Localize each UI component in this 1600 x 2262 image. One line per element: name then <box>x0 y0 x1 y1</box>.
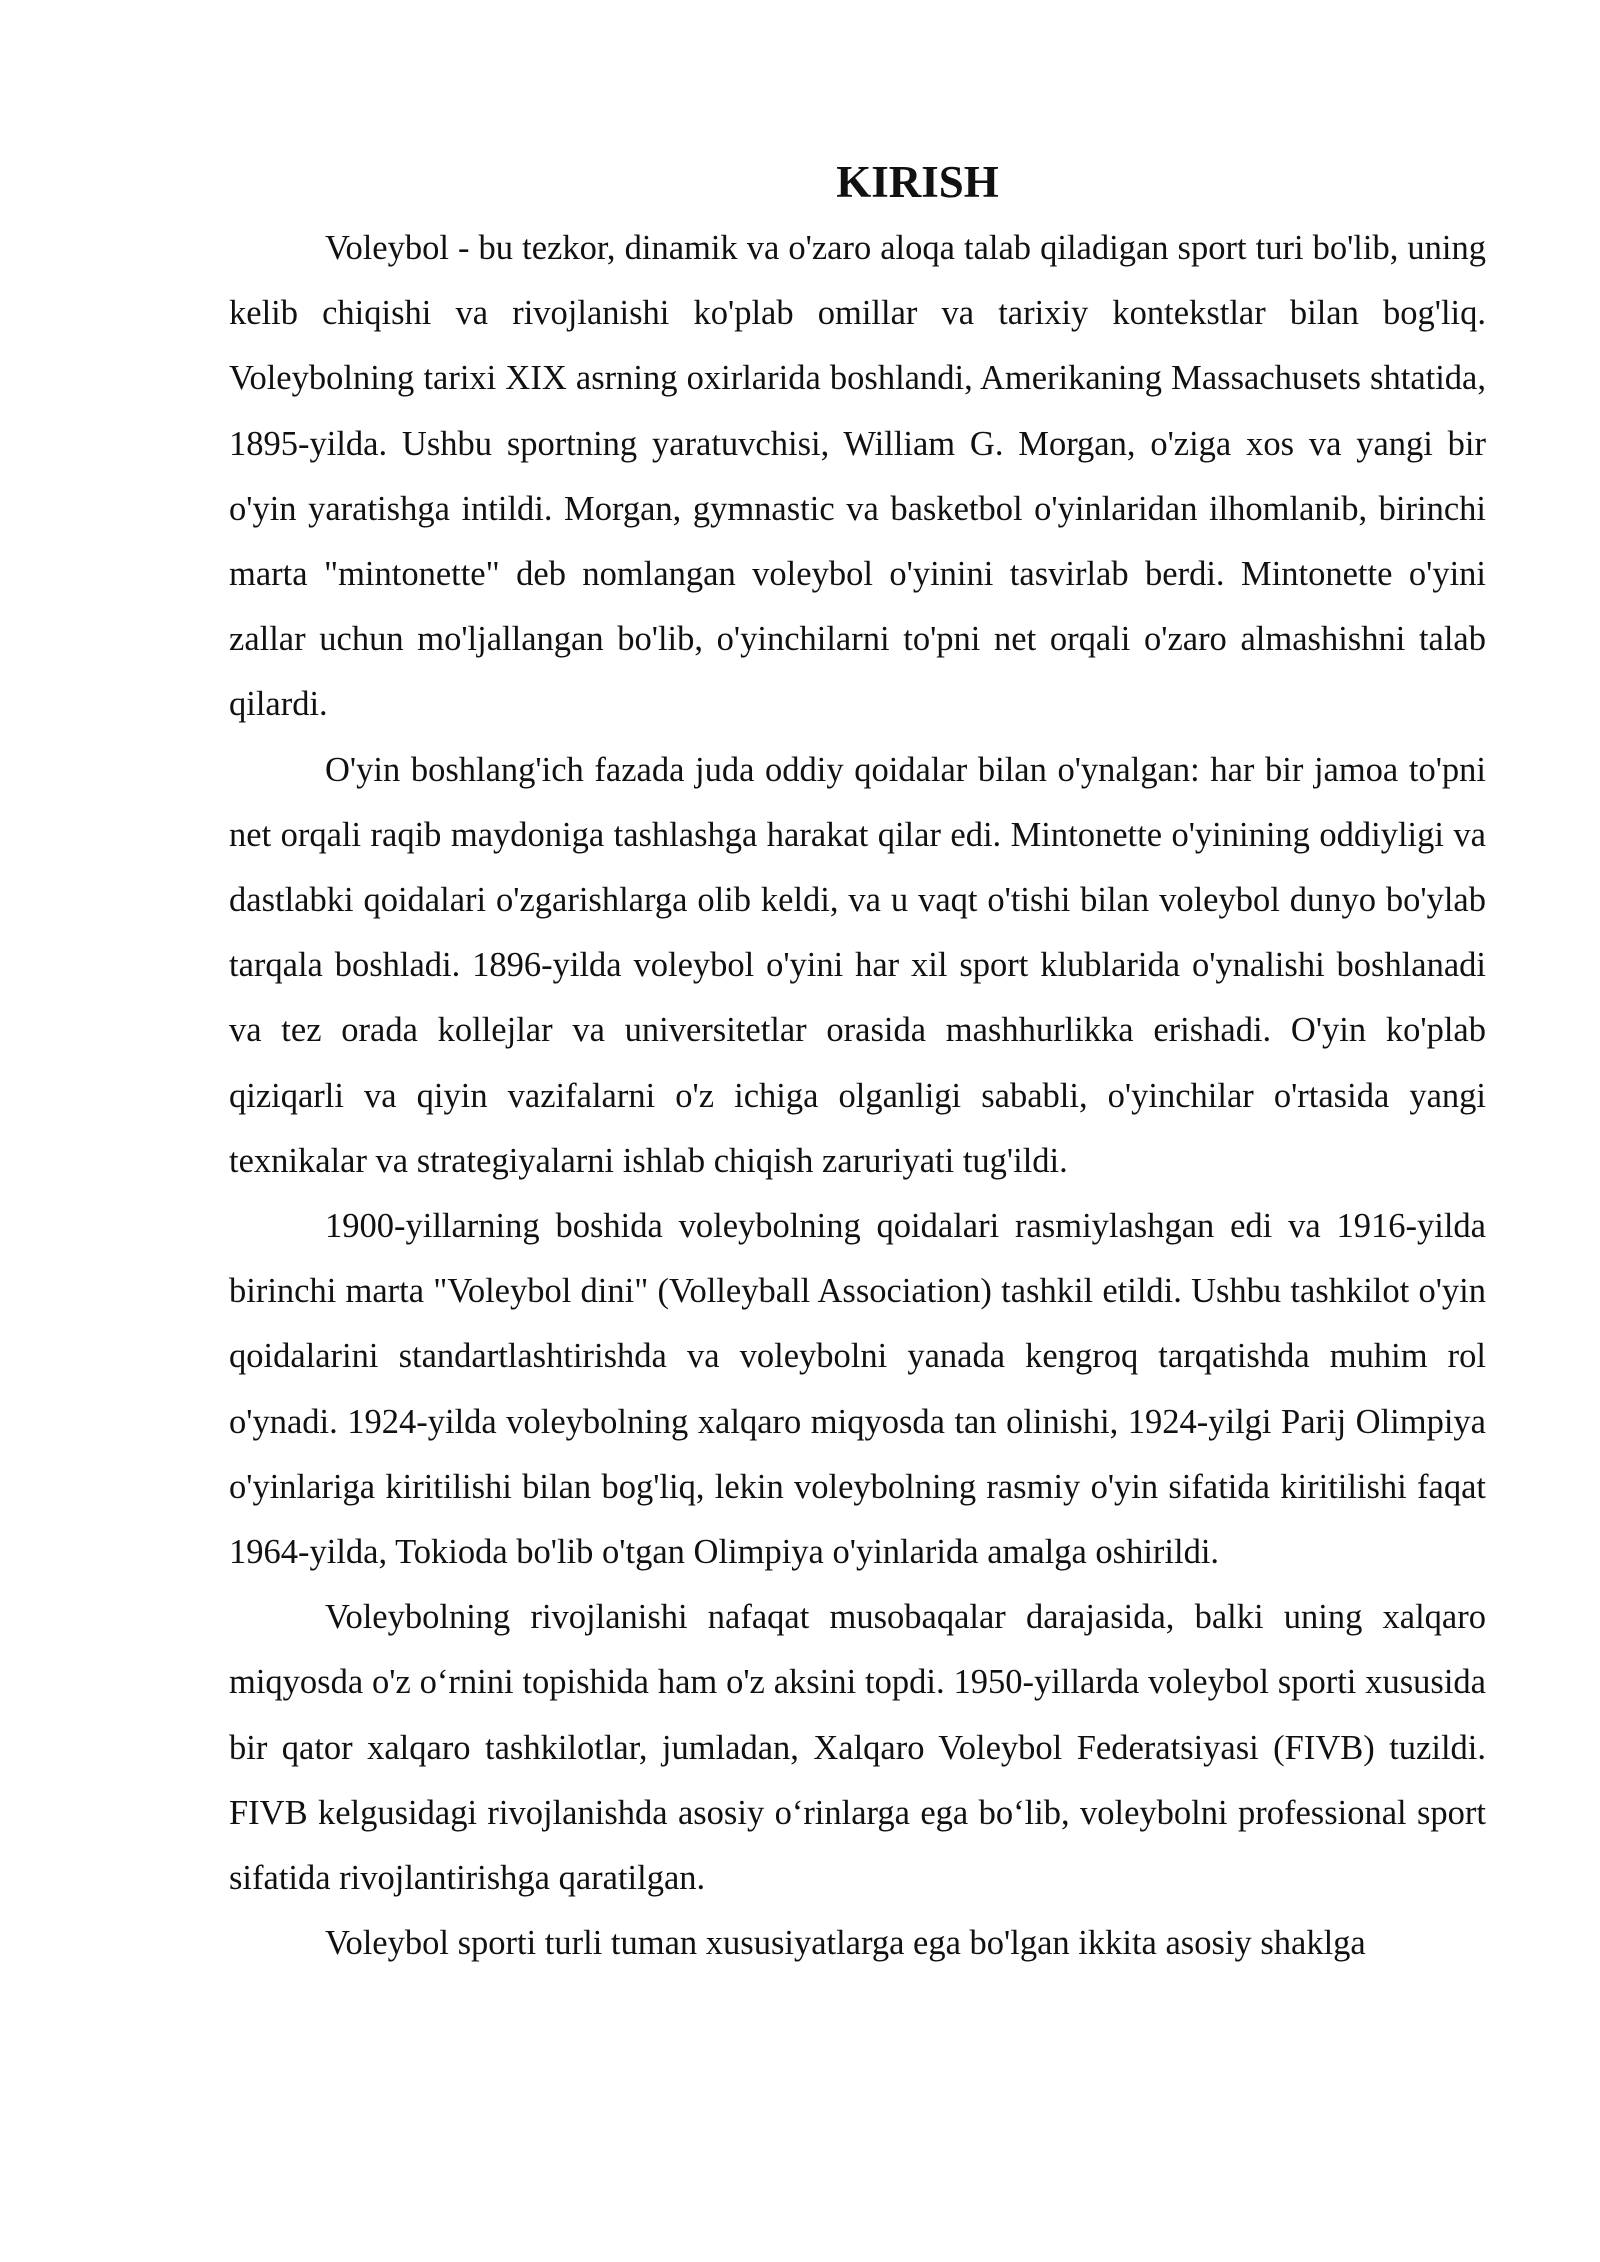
paragraph-4: Voleybolning rivojlanishi nafaqat musobaqalar darajasida, balki uning xalqaro miqyosda o'z o‘rnini topishida ham o'z aksini topdi. 1950-yillarda voleybol sporti xususida bir qator xalqaro tashkilotlar, jumladan, Xalqaro Voleybol Federatsiyasi (FIVB) tuzildi. FIVB kelgusidagi rivojlanishda asosiy o‘rinlarga ega bo‘lib, voleybolni professional sport sifatida rivojlantirishga qaratilgan. <box>229 1598 1486 1898</box>
document-body <box>229 150 1486 1976</box>
page-title: KIRISH <box>836 157 999 207</box>
paragraph-1: Voleybol - bu tezkor, dinamik va o'zaro aloqa talab qiladigan sport turi bo'lib, uning kelib chiqishi va rivojlanishi ko'plab omillar va tarixiy kontekstlar bilan bog'liq. Voleybolning tarixi XIX asrning oxirlarida boshlandi, Amerikaning Massachusets shtatida, 1895-yilda. Ushbu sportning yaratuvchisi, William G. Morgan, o'ziga xos va yangi bir o'yin yaratishga intildi. Morgan, gymnastic va basketbol o'yinlaridan ilhomlanib, birinchi marta "mintonette" deb nomlangan voleybol o'yinini tasvirlab berdi. Mintonette o'yini zallar uchun mo'ljallangan bo'lib, o'yinchilarni to'pni net orqali o'zaro almashishni talab qilardi. <box>229 229 1486 724</box>
paragraph-3: 1900-yillarning boshida voleybolning qoidalari rasmiylashgan edi va 1916-yilda birinchi marta "Voleybol dini" (Volleyball Association) tashkil etildi. Ushbu tashkilot o'yin qoidalarini standartlashtirishda va voleybolni yanada kengroq tarqatishda muhim rol o'ynadi. 1924-yilda voleybolning xalqaro miqyosda tan olinishi, 1924-yilgi Parij Olimpiya o'yinlariga kiritilishi bilan bog'liq, lekin voleybolning rasmiy o'yin sifatida kiritilishi faqat 1964-yilda, Tokioda bo'lib o'tgan Olimpiya o'yinlarida amalga oshirildi. <box>229 1207 1486 1572</box>
paragraph-5: Voleybol sporti turli tuman xususiyatlarga ega bo'lgan ikkita asosiy shaklga <box>325 1924 1366 1963</box>
paragraph-2: O'yin boshlang'ich fazada juda oddiy qoidalar bilan o'ynalgan: har bir jamoa to'pni net orqali raqib maydoniga tashlashga harakat qilar edi. Mintonette o'yinining oddiyligi va dastlabki qoidalari o'zgarishlarga olib keldi, va u vaqt o'tishi bilan voleybol dunyo bo'ylab tarqala boshladi. 1896-yilda voleybol o'yini har xil sport klublarida o'ynalishi boshlanadi va tez orada kollejlar va universitetlar orasida mashhurlikka erishadi. O'yin ko'plab qiziqarli va qiyin vazifalarni o'z ichiga olganligi sababli, o'yinchilar o'rtasida yangi texnikalar va strategiyalarni ishlab chiqish zaruriyati tug'ildi. <box>229 750 1486 1180</box>
